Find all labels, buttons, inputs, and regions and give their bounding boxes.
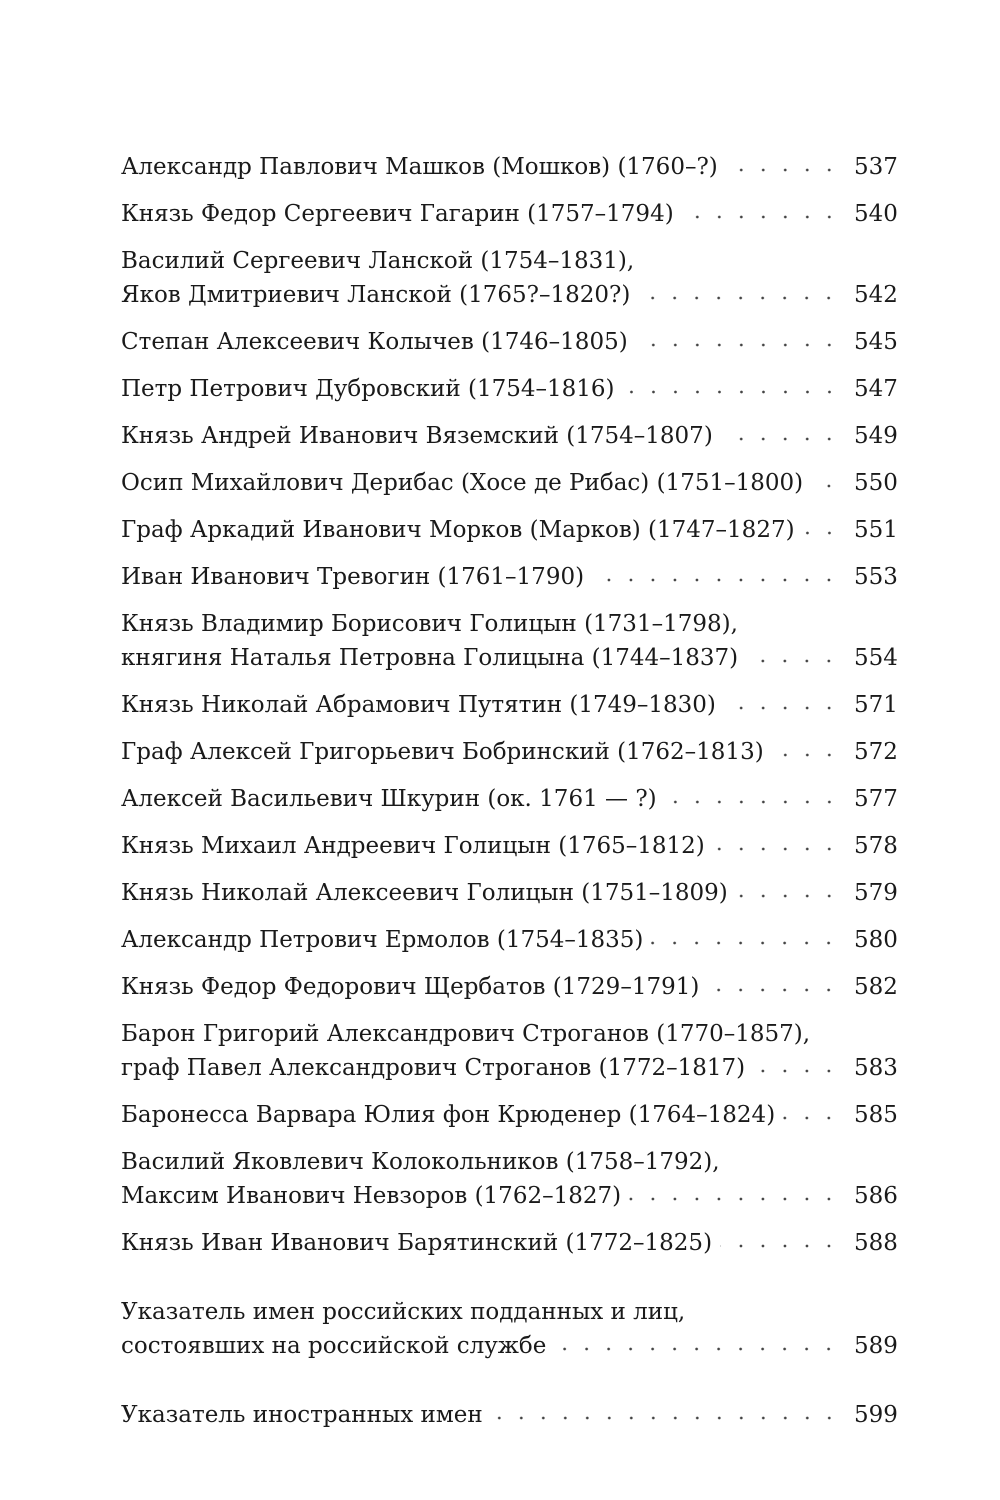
toc-entry-last-line	[121, 150, 898, 184]
toc-entry[interactable]	[121, 876, 898, 910]
toc-entry-title-line: Князь Николай Абрамович Путятин (1749–1830)	[121, 688, 720, 722]
dot-leader	[803, 523, 840, 537]
dot-leader	[707, 980, 840, 994]
toc-entry[interactable]	[121, 782, 898, 816]
toc-entry-title-line: Указатель имен российских подданных и лиц,	[121, 1299, 686, 1325]
toc-entry-title-line: граф Павел Александрович Строганов (1772–1817)	[121, 1051, 749, 1085]
toc-page-number: 580	[854, 927, 898, 953]
toc-entry[interactable]	[121, 688, 898, 722]
toc-page-number: 588	[854, 1230, 898, 1256]
toc-entry-last-line	[121, 688, 898, 722]
toc-index-entry[interactable]	[121, 1295, 898, 1363]
toc-entry[interactable]	[121, 1017, 898, 1085]
toc-entry-title-line: Степан Алексеевич Колычев (1746–1805)	[121, 325, 632, 359]
toc-entry-title-line: состоявших на российской службе	[121, 1329, 550, 1363]
dot-leader	[636, 335, 840, 349]
toc-entry-last-line	[121, 1226, 898, 1260]
toc-entry-title-line: Указатель иностранных имен	[121, 1398, 487, 1432]
dot-leader	[491, 1408, 840, 1422]
dot-leader	[554, 1339, 840, 1353]
toc-page-number: 571	[854, 692, 898, 718]
toc-page-number: 542	[854, 282, 898, 308]
toc-entry[interactable]	[121, 607, 898, 675]
toc-entry-last-line	[121, 876, 898, 910]
toc-page-number: 537	[854, 154, 898, 180]
toc-entry-last-line	[121, 1051, 898, 1085]
dot-leader	[746, 651, 840, 665]
dot-leader	[665, 792, 840, 806]
toc-entry-last-line	[121, 466, 898, 500]
toc-entry-title-line: Барон Григорий Александрович Строганов (1770–1857),	[121, 1021, 811, 1047]
dot-leader	[724, 698, 840, 712]
toc-entry-last-line	[121, 197, 898, 231]
toc-entry[interactable]	[121, 244, 898, 312]
toc-entry-title-line: Максим Иванович Невзоров (1762–1827)	[121, 1179, 625, 1213]
toc-entry-title-line: Василий Яковлевич Колокольников (1758–1792),	[121, 1149, 720, 1175]
toc-entry[interactable]	[121, 466, 898, 500]
toc-entry-title-line: Князь Федор Сергеевич Гагарин (1757–1794)	[121, 197, 678, 231]
toc-entry-title-line: Баронесса Варвара Юлия фон Крюденер (1764–1824)	[121, 1098, 779, 1132]
toc-entry-title-line: Василий Сергеевич Ланской (1754–1831),	[121, 248, 635, 274]
toc-entry-title-line: Александр Петрович Ермолов (1754–1835)	[121, 923, 647, 957]
dot-leader	[753, 1061, 840, 1075]
dot-leader	[783, 1108, 840, 1122]
toc-entry-last-line	[121, 782, 898, 816]
dot-leader	[682, 207, 840, 221]
toc-entry-title-line: Граф Аркадий Иванович Морков (Марков) (1747–1827)	[121, 513, 799, 547]
toc-page-number: 599	[854, 1402, 898, 1428]
toc-page-number: 578	[854, 833, 898, 859]
toc-page-number: 549	[854, 423, 898, 449]
toc-entry-last-line	[121, 923, 898, 957]
toc-entry-last-line	[121, 325, 898, 359]
dot-leader	[651, 933, 840, 947]
toc-entry-title-line: княгиня Наталья Петровна Голицына (1744–1837)	[121, 641, 742, 675]
toc-entry-title-line: Князь Владимир Борисович Голицын (1731–1798),	[121, 611, 738, 637]
toc-index-entry[interactable]	[121, 1398, 898, 1432]
toc-entry-title-line: Граф Алексей Григорьевич Бобринский (1762–1813)	[121, 735, 768, 769]
toc-entry-last-line	[121, 513, 898, 547]
toc-entry[interactable]	[121, 325, 898, 359]
toc-entry-title-line: Князь Михаил Андреевич Голицын (1765–1812)	[121, 829, 709, 863]
toc-entry-title-line: Князь Николай Алексеевич Голицын (1751–1809)	[121, 876, 732, 910]
dot-leader	[772, 745, 840, 759]
toc-page-number: 585	[854, 1102, 898, 1128]
toc-entry-title-line: Алексей Васильевич Шкурин (ок. 1761 — ?)	[121, 782, 661, 816]
toc-entry[interactable]	[121, 560, 898, 594]
toc-entry-last-line	[121, 1098, 898, 1132]
toc-page-number: 589	[854, 1333, 898, 1359]
toc-entry[interactable]	[121, 372, 898, 406]
dot-leader	[592, 570, 840, 584]
toc-entry-title-line: Осип Михайлович Дерибас (Хосе де Рибас) (1751–1800)	[121, 466, 807, 500]
dot-leader	[736, 886, 840, 900]
toc-entry[interactable]	[121, 513, 898, 547]
toc-page-number: 550	[854, 470, 898, 496]
toc-entry-last-line	[121, 1329, 898, 1363]
toc-entry[interactable]	[121, 970, 898, 1004]
toc-page-number: 577	[854, 786, 898, 812]
toc-page-number: 554	[854, 645, 898, 671]
toc-entry[interactable]	[121, 829, 898, 863]
dot-leader	[638, 288, 840, 302]
toc-entry[interactable]	[121, 1145, 898, 1213]
toc-entry-last-line	[121, 1398, 898, 1432]
toc-entry[interactable]	[121, 1098, 898, 1132]
toc-entry[interactable]	[121, 735, 898, 769]
dot-leader	[713, 839, 840, 853]
toc-entry-last-line	[121, 641, 898, 675]
dot-leader	[629, 1189, 840, 1203]
toc-entry-title-line: Иван Иванович Тревогин (1761–1790)	[121, 560, 588, 594]
toc-page-number: 582	[854, 974, 898, 1000]
toc-entry-last-line	[121, 372, 898, 406]
toc-page-number: 551	[854, 517, 898, 543]
table-of-contents	[121, 150, 898, 1445]
toc-entry-last-line	[121, 278, 898, 312]
toc-entry-title-line: Яков Дмитриевич Ланской (1765?–1820?)	[121, 278, 634, 312]
dot-leader	[721, 429, 840, 443]
toc-entry-last-line	[121, 970, 898, 1004]
toc-page-number: 586	[854, 1183, 898, 1209]
toc-page-number: 583	[854, 1055, 898, 1081]
toc-entry[interactable]	[121, 923, 898, 957]
toc-page-number: 545	[854, 329, 898, 355]
toc-page-number: 579	[854, 880, 898, 906]
toc-entry[interactable]	[121, 150, 898, 184]
toc-entry[interactable]	[121, 197, 898, 231]
toc-entry-title-line: Александр Павлович Машков (Мошков) (1760–?)	[121, 150, 722, 184]
toc-page-number: 553	[854, 564, 898, 590]
dot-leader	[720, 1236, 840, 1250]
dot-leader	[623, 382, 840, 396]
toc-entry-title-line: Князь Федор Федорович Щербатов (1729–1791)	[121, 970, 703, 1004]
toc-page-number: 540	[854, 201, 898, 227]
toc-entry-last-line	[121, 735, 898, 769]
toc-page-number: 572	[854, 739, 898, 765]
toc-page-number: 547	[854, 376, 898, 402]
toc-entry-last-line	[121, 419, 898, 453]
toc-entry-last-line	[121, 829, 898, 863]
dot-leader	[726, 160, 840, 174]
toc-entry[interactable]	[121, 419, 898, 453]
toc-entry-title-line: Князь Иван Иванович Барятинский (1772–1825)	[121, 1226, 716, 1260]
toc-entry-last-line	[121, 1179, 898, 1213]
toc-entry-last-line	[121, 560, 898, 594]
toc-entry-title-line: Князь Андрей Иванович Вяземский (1754–1807)	[121, 419, 717, 453]
toc-entry[interactable]	[121, 1226, 898, 1260]
toc-entry-title-line: Петр Петрович Дубровский (1754–1816)	[121, 372, 619, 406]
dot-leader	[811, 476, 840, 490]
